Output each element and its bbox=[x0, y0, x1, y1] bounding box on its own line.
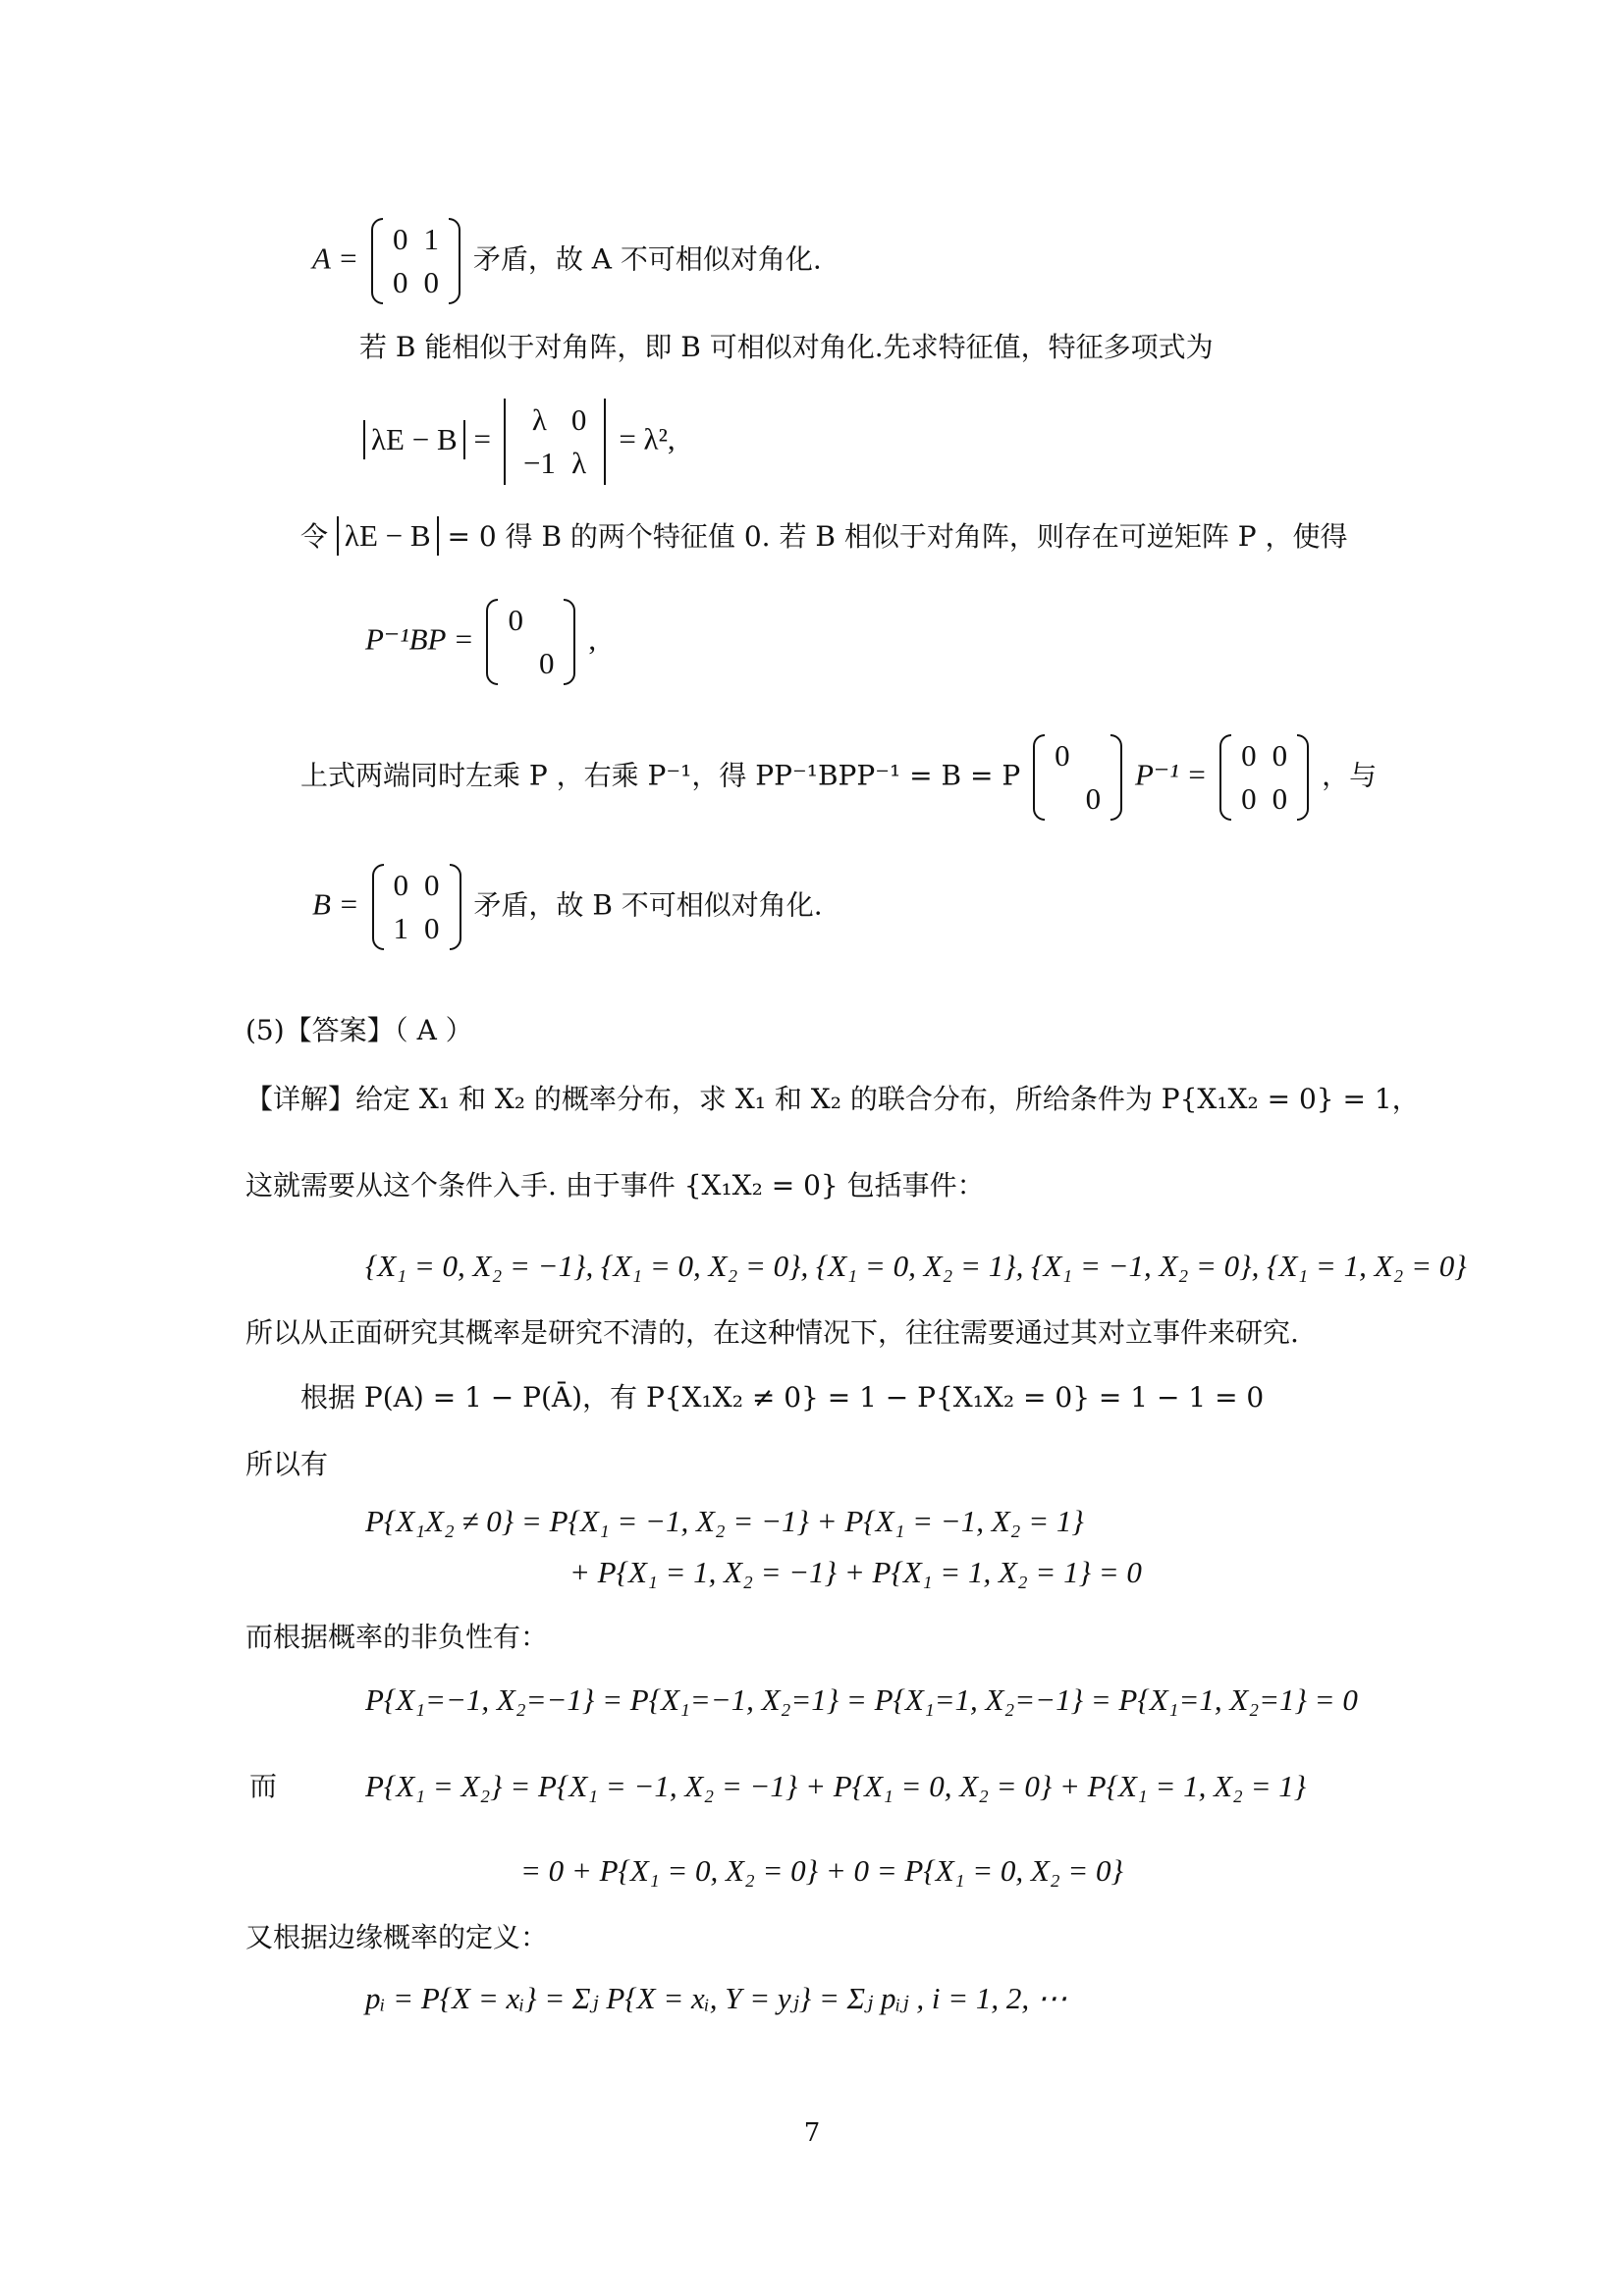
matrix-a bbox=[371, 218, 460, 304]
nonneg-text: 而根据概率的非负性有： bbox=[245, 1621, 549, 1653]
zero-matrix bbox=[1219, 734, 1309, 821]
marginal-formula: pᵢ = P{X = xᵢ} = Σⱼ P{X = xᵢ, Y = yⱼ} = Σⱼ pᵢⱼ , i = 1, 2, ⋯ bbox=[365, 1981, 1067, 2015]
determinant-b bbox=[504, 399, 606, 485]
matrix-cell: 0 bbox=[1272, 738, 1288, 773]
b-eigen-line bbox=[300, 516, 1347, 557]
matrix-cell: 0 bbox=[508, 603, 523, 637]
abs-lambda-e-minus-b: λE − B bbox=[337, 516, 439, 556]
matrix-cell: 0 bbox=[1272, 781, 1288, 816]
detail-paragraph: 【详解】给定 X₁ 和 X₂ 的概率分布，求 X₁ 和 X₂ 的联合分布，所给条件为 P{X₁X₂ = 0} = 1， bbox=[245, 1083, 1420, 1115]
matrix-b bbox=[372, 864, 461, 950]
diag-matrix bbox=[486, 599, 575, 685]
sum-line-2: + P{X₁ = 1, X₂ = −1} + P{X₁ = 1, X₂ = 1} = 0 bbox=[569, 1555, 1142, 1589]
equality-line-1: P{X₁ = X₂} = P{X₁ = −1, X₂ = −1} + P{X₁ = 0, X₂ = 0} + P{X₁ = 1, X₂ = 1} bbox=[365, 1769, 1307, 1803]
so-text: 所以有 bbox=[245, 1448, 329, 1480]
det-result: = λ², bbox=[619, 421, 676, 456]
matrix-cell: 0 bbox=[1055, 738, 1070, 773]
matrix-cell: 1 bbox=[423, 222, 439, 256]
matrix-cell bbox=[1078, 734, 1110, 777]
matrix-cell: 0 bbox=[392, 265, 408, 299]
matrix-cell: 0 bbox=[1241, 781, 1257, 816]
b-intro: 若 B 能相似于对角阵，即 B 可相似对角化.先求特征值，特征多项式为 bbox=[359, 331, 1214, 363]
matrix-cell: −1 bbox=[522, 446, 556, 480]
mult-mid: P⁻¹ = bbox=[1134, 757, 1208, 792]
b-determinant-line: λE − B = λ 0 −1 λ = λ², bbox=[363, 399, 676, 485]
basis-text: 根据 P(A) = 1 − P(Ā)，有 P{X₁X₂ ≠ 0} = 1 − P{X₁X₂ = 0} = 1 − 1 = 0 bbox=[300, 1381, 1265, 1414]
b-conclusion: 矛盾，故 B 不可相似对角化. bbox=[473, 888, 823, 922]
matrix-cell: 1 bbox=[393, 911, 409, 945]
matrix-cell: λ bbox=[571, 446, 587, 480]
a-conclusion: 矛盾，故 A 不可相似对角化. bbox=[472, 242, 822, 276]
matrix-cell: 0 bbox=[1085, 781, 1102, 816]
multiplication-line bbox=[300, 734, 1377, 821]
mult-tail: ，与 bbox=[1322, 759, 1378, 792]
matrix-cell bbox=[500, 642, 531, 685]
equality-line-2: = 0 + P{X₁ = 0, X₂ = 0} + 0 = P{X₁ = 0, X₂ = 0} bbox=[520, 1853, 1123, 1888]
matrix-cell: 0 bbox=[570, 402, 587, 437]
matrix-cell: 0 bbox=[424, 911, 440, 945]
zeros-line: P{X₁=−1, X₂=−1} = P{X₁=−1, X₂=1} = P{X₁=1, X₂=−1} = P{X₁=1, X₂=1} = 0 bbox=[365, 1682, 1358, 1717]
event-list: {X₁ = 0, X₂ = −1}, {X₁ = 0, X₂ = 0}, {X₁ = 0, X₂ = 1}, {X₁ = −1, X₂ = 0}, {X₁ = 1, X₂ = 0} bbox=[365, 1249, 1467, 1283]
b-matrix-line bbox=[312, 864, 823, 950]
reason-text: 所以从正面研究其概率是研究不清的，在这种情况下，往往需要通过其对立事件来研究. bbox=[245, 1316, 1299, 1349]
matrix-cell bbox=[531, 599, 563, 642]
eigen-prefix: 令 bbox=[300, 520, 329, 553]
matrix-cell: 0 bbox=[392, 222, 408, 256]
matrix-cell: 0 bbox=[538, 646, 555, 680]
matrix-cell: 0 bbox=[393, 868, 409, 902]
matrix-cell: 0 bbox=[424, 868, 440, 902]
abs-lambda-e-minus-b: λE − B bbox=[363, 420, 465, 459]
detail-paragraph-2: 这就需要从这个条件入手. 由于事件 {X₁X₂ = 0} 包括事件： bbox=[245, 1169, 985, 1201]
page-number: 7 bbox=[803, 2118, 821, 2148]
matrix-cell: 0 bbox=[1241, 738, 1257, 773]
er-label: 而 bbox=[249, 1770, 278, 1802]
a-matrix-line bbox=[312, 218, 822, 304]
matrix-cell bbox=[1047, 777, 1078, 821]
a-label: A = bbox=[312, 240, 359, 276]
sum-line-1: P{X₁X₂ ≠ 0} = P{X₁ = −1, X₂ = −1} + P{X₁ = −1, X₂ = 1} bbox=[365, 1504, 1084, 1538]
b-label: B = bbox=[312, 886, 359, 922]
mult-prefix: 上式两端同时左乘 P ，右乘 P⁻¹，得 PP⁻¹BPP⁻¹ = B = P bbox=[300, 759, 1021, 792]
marginal-text: 又根据边缘概率的定义： bbox=[245, 1921, 549, 1953]
eigen-text: = 0 得 B 的两个特征值 0. 若 B 相似于对角阵，则存在可逆矩阵 P ，使得 bbox=[447, 520, 1348, 553]
matrix-cell: 0 bbox=[423, 265, 439, 299]
matrix-cell: λ bbox=[531, 402, 547, 437]
similarity-line: P⁻¹BP = 0 0 , bbox=[365, 599, 596, 685]
p-inv-b-p: P⁻¹BP = bbox=[365, 621, 474, 657]
answer-heading: (5)【答案】（ A ） bbox=[245, 1014, 473, 1046]
diag-matrix bbox=[1033, 734, 1122, 821]
